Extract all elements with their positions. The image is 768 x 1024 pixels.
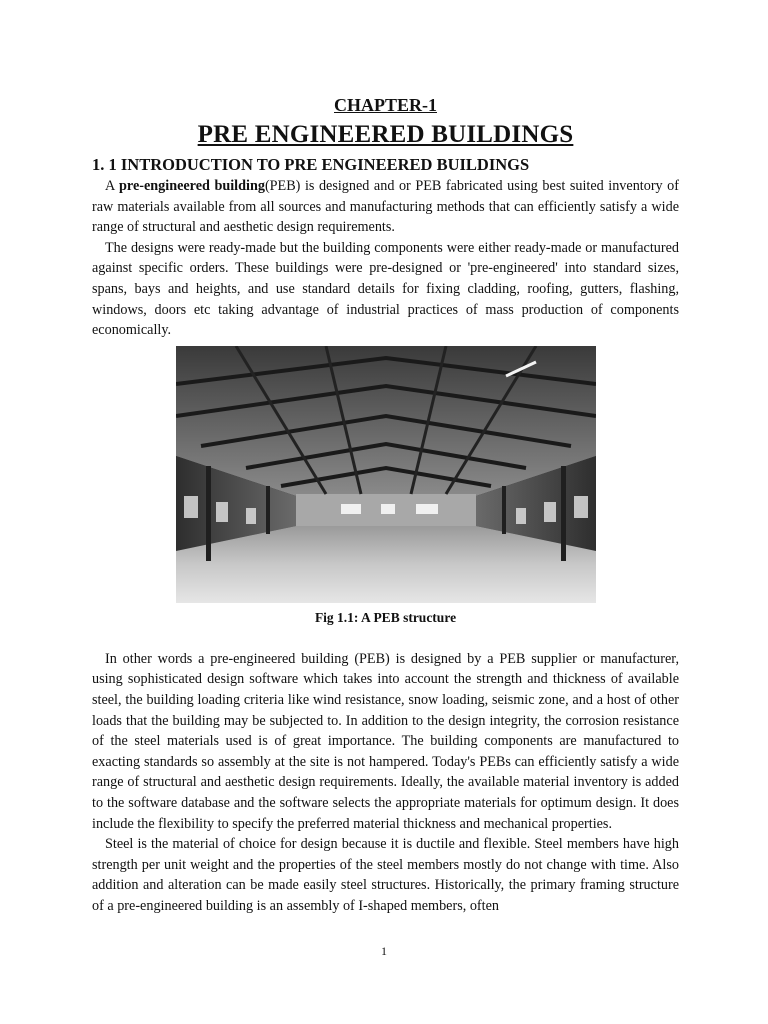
paragraph-intro-bold-term: pre-engineered building	[119, 178, 265, 194]
chapter-label: CHAPTER-1	[334, 95, 437, 115]
figure-caption: Fig 1.1: A PEB structure	[314, 609, 457, 625]
paragraph-intro	[92, 176, 679, 238]
paragraph-peb-design: In other words a pre-engineered building (PEB) is designed by a PEB supplier or manufacturer, using sophisticated design software which takes into account the strength and thickness of available steel, the building loading criteria like wind resistance, snow loading, seismic zone, and a host of other loads that the building may be subjected to. In addition to the design integrity, the corrosion resistance of the steel materials used is of great importance. The building components are manufactured to exacting standards so assembly at the site is not hampered. Today's PEBs can efficiently satisfy a wide range of structural and aesthetic design requirements. Ideally, the available material inventory is added to the software database and the software selects the appropriate materials for optimum design. It does include the flexibility to specify the preferred material thickness and mechanical properties.	[92, 650, 679, 832]
paragraph-steel: Steel is the material of choice for design because it is ductile and flexible. Steel members have high strength per unit weight and the properties of the steel members mostly do not change with time. Also addition and alteration can be made easily steel structures. Historically, the primary framing structure of a pre-engineered building is an assembly of I-shaped members, often	[92, 836, 679, 914]
paragraph-designs: The designs were ready-made but the building components were either ready-made or manufactured against specific orders. These buildings were pre-designed or 'pre-engineered' into standard sizes, spans, bays and heights, and use standard details for fixing cladding, roofing, gutters, flashing, windows, doors etc taking advantage of industrial practices of mass production of components economically.	[92, 239, 679, 339]
page-title: PRE ENGINEERED BUILDINGS	[197, 121, 574, 148]
spacer	[92, 627, 679, 649]
paragraph-intro-rest: (PEB) is designed and or PEB fabricated using best suited inventory of raw materials available from all sources and manufacturing methods that can efficiently satisfy a wide range of structural and aesthetic design requirements.	[92, 178, 680, 236]
paragraph-intro-lead: A	[105, 178, 120, 194]
document-page	[92, 92, 679, 916]
figure	[92, 346, 679, 627]
peb-structure-photo	[176, 346, 596, 603]
section-heading: 1. 1 INTRODUCTION TO PRE ENGINEERED BUILDINGS	[92, 155, 530, 174]
page-number: 1	[381, 944, 387, 958]
